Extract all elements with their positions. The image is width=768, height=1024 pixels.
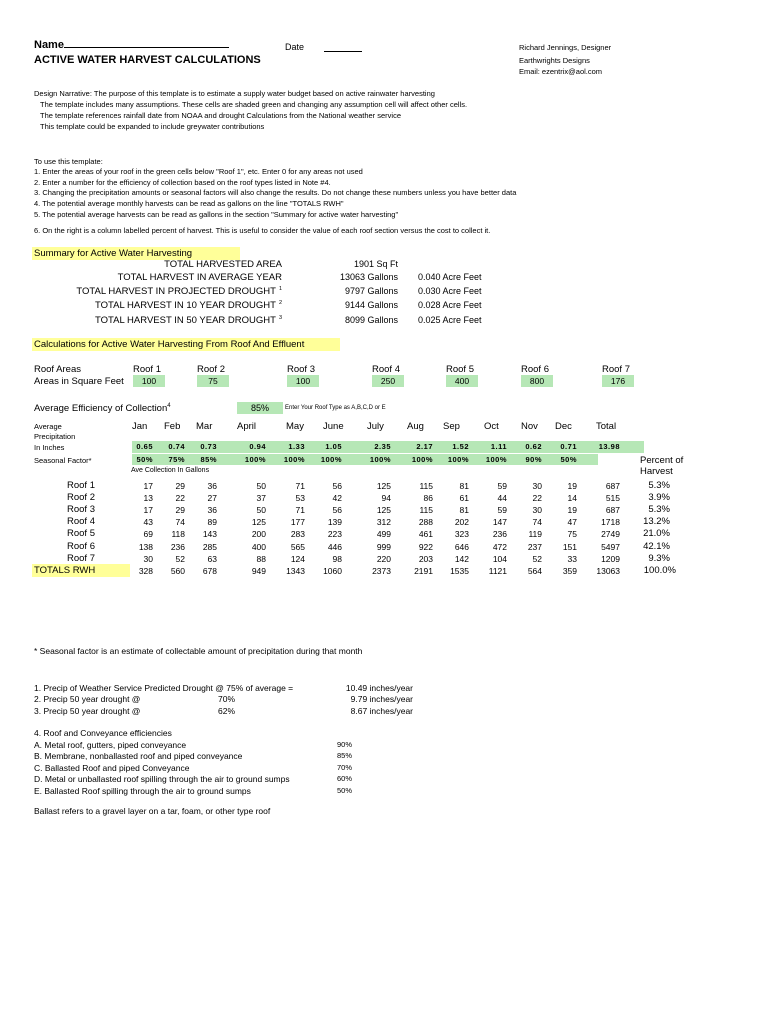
roof-name-3: Roof 3 <box>287 364 315 375</box>
month-header-mar: Mar <box>196 421 213 432</box>
summary-row-value: 9144 Gallons <box>344 300 398 310</box>
table-row-label: Roof 7 <box>67 553 95 564</box>
table-cell: 19 <box>567 505 577 515</box>
table-cell: 1209 <box>601 554 620 564</box>
totals-cell: 1535 <box>450 566 469 576</box>
table-cell: 17 <box>143 505 153 515</box>
table-cell: 400 <box>251 542 266 552</box>
table-row-pct: 5.3% <box>648 480 670 491</box>
roof-eff-value: 85% <box>337 751 353 760</box>
month-header-oct: Oct <box>484 421 499 432</box>
totals-cell: 564 <box>527 566 542 576</box>
drought-value: 10.49 inches/year <box>345 683 413 693</box>
table-cell: 29 <box>175 505 185 515</box>
month-header-nov: Nov <box>521 421 538 432</box>
table-cell: 203 <box>418 554 433 564</box>
date-label: Date <box>285 42 305 52</box>
table-row-label: Roof 3 <box>67 504 95 515</box>
table-cell: 177 <box>290 517 305 527</box>
totals-cell: 949 <box>251 566 266 576</box>
drought-pct: 62% <box>218 706 236 716</box>
table-cell: 115 <box>419 505 433 515</box>
summary-row-value: 1901 Sq Ft <box>353 259 398 269</box>
roof-name-5: Roof 5 <box>446 364 474 375</box>
summary-row-acre: 0.030 Acre Feet <box>418 286 482 296</box>
areas-sqft-label: Areas in Square Feet <box>34 376 124 387</box>
table-row-label: Roof 2 <box>67 492 95 503</box>
instruction-line: 2. Enter a number for the efficiency of collection based on the roof types listed in Note #4. <box>34 178 331 187</box>
table-cell: 86 <box>423 493 433 503</box>
table-cell: 13 <box>143 493 153 503</box>
table-cell: 74 <box>175 517 185 527</box>
roof-eff-title: 4. Roof and Conveyance efficiencies <box>34 728 172 738</box>
table-cell: 17 <box>143 481 153 491</box>
summary-row-value: 9797 Gallons <box>344 286 398 296</box>
summary-row-label <box>95 300 282 311</box>
table-cell: 223 <box>327 529 342 539</box>
avg-label: Average <box>34 422 62 431</box>
roof-area-input-1[interactable]: 100 <box>133 375 165 387</box>
table-cell: 220 <box>376 554 391 564</box>
table-cell: 22 <box>175 493 185 503</box>
totals-cell: 1343 <box>286 566 305 576</box>
table-cell: 104 <box>492 554 507 564</box>
summary-row-text: TOTAL HARVEST IN PROJECTED DROUGHT <box>76 286 276 298</box>
instruction-line: 6. On the right is a column labelled percent of harvest. This is useful to consider the value of each roof section versus the cost to collect it. <box>34 226 491 235</box>
efficiency-hint: Enter Your Roof Type as A,B,C,D or E <box>285 405 386 411</box>
month-header-may: May <box>286 421 304 432</box>
instruction-line: 4. The potential average monthly harvests can be read as gallons on the line "TOTALS RWH" <box>34 199 344 208</box>
roof-area-input-6[interactable]: 800 <box>521 375 553 387</box>
table-cell: 687 <box>605 505 620 515</box>
month-header-total: Total <box>596 421 617 432</box>
table-cell: 139 <box>327 517 342 527</box>
seasonal-value[interactable]: 100% <box>283 455 305 464</box>
table-cell: 151 <box>562 542 577 552</box>
seasonal-note: * Seasonal factor is an estimate of collectable amount of precipitation during that month <box>34 646 363 656</box>
roof-area-input-2[interactable]: 75 <box>197 375 229 387</box>
summary-row-acre: 0.025 Acre Feet <box>418 315 482 325</box>
totals-cell: 1121 <box>488 566 507 576</box>
table-cell: 47 <box>567 517 577 527</box>
roof-eff-label: D. Metal or unballasted roof spilling through the air to ground sumps <box>34 774 290 784</box>
month-header-dec: Dec <box>555 421 572 432</box>
table-cell: 29 <box>175 481 185 491</box>
company-name: Earthwrights Designs <box>519 56 590 65</box>
narrative-line: The template includes many assumptions. These cells are shaded green and changing any assumption cell will affect other cells. <box>40 100 468 109</box>
table-cell: 37 <box>256 493 266 503</box>
precip-value[interactable]: 1.52 <box>452 442 469 451</box>
roof-name-1: Roof 1 <box>133 364 161 375</box>
table-cell: 5497 <box>601 542 620 552</box>
ballast-note: Ballast refers to a gravel layer on a tar, foam, or other type roof <box>34 806 271 816</box>
table-cell: 44 <box>497 493 507 503</box>
seasonal-label: Seasonal Factor* <box>34 456 92 465</box>
table-cell: 124 <box>290 554 305 564</box>
roof-name-7: Roof 7 <box>602 364 630 375</box>
summary-row-value: 13063 Gallons <box>339 272 398 282</box>
table-cell: 94 <box>381 493 391 503</box>
roof-area-input-7[interactable]: 176 <box>602 375 634 387</box>
table-cell: 1718 <box>601 517 620 527</box>
summary-row-value: 8099 Gallons <box>344 315 398 325</box>
table-cell: 237 <box>527 542 542 552</box>
table-cell: 118 <box>171 529 185 539</box>
seasonal-value[interactable]: 75% <box>168 455 185 464</box>
roof-area-input-3[interactable]: 100 <box>287 375 319 387</box>
seasonal-value[interactable]: 90% <box>525 455 542 464</box>
table-cell: 71 <box>295 481 305 491</box>
narrative-line: Design Narrative: The purpose of this template is to estimate a supply water budget based on active rainwater harvesting <box>34 89 435 98</box>
inches-label: In Inches <box>34 443 65 452</box>
table-cell: 61 <box>459 493 469 503</box>
table-cell: 125 <box>251 517 266 527</box>
calc-title: Calculations for Active Water Harvesting From Roof And Effluent <box>32 338 340 351</box>
table-cell: 138 <box>138 542 153 552</box>
roof-name-4: Roof 4 <box>372 364 400 375</box>
table-row-pct: 5.3% <box>648 504 670 515</box>
instruction-line: 3. Changing the precipitation amounts or seasonal factors will also change the results. Do not change these numbers unless you have better data <box>34 188 517 197</box>
precip-value[interactable]: 2.35 <box>374 442 391 451</box>
summary-title: Summary for Active Water Harvesting <box>32 247 240 260</box>
table-cell: 999 <box>376 542 391 552</box>
table-cell: 88 <box>256 554 266 564</box>
harvest-header: Harvest <box>640 466 673 477</box>
table-cell: 472 <box>492 542 507 552</box>
table-cell: 142 <box>454 554 469 564</box>
table-cell: 285 <box>202 542 217 552</box>
table-cell: 81 <box>459 505 469 515</box>
totals-cell: 2191 <box>414 566 433 576</box>
precip-value[interactable]: 0.94 <box>249 442 266 451</box>
table-cell: 19 <box>567 481 577 491</box>
totals-pct: 100.0% <box>643 565 676 576</box>
summary-row-text: TOTAL HARVEST IN AVERAGE YEAR <box>117 272 282 283</box>
table-cell: 22 <box>532 493 542 503</box>
table-cell: 43 <box>143 517 153 527</box>
roof-area-input-4[interactable]: 250 <box>372 375 404 387</box>
seasonal-value[interactable]: 50% <box>136 455 153 464</box>
roof-eff-value: 90% <box>337 740 353 749</box>
drought-label: 1. Precip of Weather Service Predicted Drought @ 75% of average = <box>34 683 294 693</box>
table-cell: 922 <box>418 542 433 552</box>
roof-eff-label: C. Ballasted Roof and piped Conveyance <box>34 763 190 773</box>
roof-area-input-5[interactable]: 400 <box>446 375 478 387</box>
totals-cell: 359 <box>562 566 577 576</box>
month-header-aug: Aug <box>407 421 424 432</box>
narrative-line: This template could be expanded to include greywater contributions <box>40 122 265 131</box>
table-cell: 36 <box>207 481 217 491</box>
table-cell: 98 <box>332 554 342 564</box>
table-row-pct: 3.9% <box>648 492 670 503</box>
drought-label: 3. Precip 50 year drought @ <box>34 706 141 716</box>
table-cell: 36 <box>207 505 217 515</box>
drought-value: 9.79 inches/year <box>350 694 413 704</box>
summary-row-label <box>95 315 282 326</box>
table-cell: 125 <box>376 505 391 515</box>
seasonal-value[interactable]: 100% <box>244 455 266 464</box>
summary-row-label <box>164 259 282 270</box>
percent-header: Percent of <box>640 455 684 466</box>
month-header-april: April <box>237 421 257 432</box>
totals-cell: 328 <box>138 566 153 576</box>
table-cell: 50 <box>256 481 266 491</box>
email: Email: ezentrix@aol.com <box>519 67 603 76</box>
name-label: Name <box>34 38 229 51</box>
drought-pct: 70% <box>218 694 236 704</box>
precip-value[interactable]: 1.05 <box>325 442 342 451</box>
table-row-label: Roof 1 <box>67 480 95 491</box>
table-cell: 33 <box>567 554 577 564</box>
precip-value[interactable]: 13.98 <box>598 442 620 451</box>
precip-value[interactable]: 2.17 <box>416 442 433 451</box>
table-cell: 27 <box>207 493 217 503</box>
totals-cell: 1060 <box>323 566 342 576</box>
summary-row-acre: 0.028 Acre Feet <box>418 300 482 310</box>
table-row-label: Roof 5 <box>67 528 95 539</box>
summary-row-label <box>118 272 282 283</box>
drought-value: 8.67 inches/year <box>350 706 413 716</box>
instruction-line: 1. Enter the areas of your roof in the green cells below "Roof 1", etc. Enter 0 for any areas not used <box>34 167 363 176</box>
narrative-line: The template references rainfall date from NOAA and drought Calculations from the National weather service <box>40 111 402 120</box>
date-field[interactable] <box>324 42 362 52</box>
roof-eff-value: 50% <box>337 786 353 795</box>
month-header-sep: Sep <box>443 421 460 432</box>
roof-eff-label: B. Membrane, nonballasted roof and piped conveyance <box>34 751 243 761</box>
seasonal-value[interactable]: 100% <box>485 455 507 464</box>
table-cell: 288 <box>418 517 433 527</box>
table-cell: 59 <box>497 481 507 491</box>
summary-row-sup: 2 <box>278 300 282 306</box>
summary-row-acre: 0.040 Acre Feet <box>418 272 482 282</box>
table-cell: 59 <box>497 505 507 515</box>
month-header-june: June <box>323 421 344 432</box>
efficiency-label: Average Efficiency of Collection$^4$ <box>34 403 171 415</box>
table-cell: 202 <box>454 517 469 527</box>
instructions-title: To use this template: <box>34 157 103 166</box>
efficiency-input[interactable]: 85% <box>237 402 283 414</box>
seasonal-value[interactable]: 50% <box>560 455 577 464</box>
ave-collection-label: Ave Collection In Gallons <box>131 467 210 474</box>
precip-value[interactable]: 0.71 <box>560 442 577 451</box>
table-cell: 283 <box>290 529 305 539</box>
summary-row-text: TOTAL HARVESTED AREA <box>164 259 282 270</box>
summary-row-sup: 3 <box>278 315 282 321</box>
precip-value[interactable]: 0.74 <box>168 442 185 451</box>
table-cell: 323 <box>454 529 469 539</box>
roof-areas-label: Roof Areas <box>34 364 81 375</box>
table-cell: 71 <box>295 505 305 515</box>
table-cell: 52 <box>175 554 185 564</box>
roof-name-2: Roof 2 <box>197 364 225 375</box>
table-row-pct: 9.3% <box>648 553 670 564</box>
precip-value[interactable]: 0.73 <box>200 442 217 451</box>
seasonal-value[interactable]: 100% <box>447 455 469 464</box>
table-cell: 143 <box>202 529 217 539</box>
precip-value[interactable]: 1.33 <box>288 442 305 451</box>
month-header-july: July <box>367 421 384 432</box>
table-cell: 52 <box>532 554 542 564</box>
table-cell: 81 <box>459 481 469 491</box>
seasonal-value[interactable]: 100% <box>369 455 391 464</box>
table-cell: 50 <box>256 505 266 515</box>
roof-name-6: Roof 6 <box>521 364 549 375</box>
table-cell: 236 <box>170 542 185 552</box>
totals-label: TOTALS RWH <box>34 565 96 576</box>
seasonal-value[interactable]: 100% <box>411 455 433 464</box>
roof-eff-value: 70% <box>337 763 353 772</box>
precip-value[interactable]: 0.62 <box>525 442 542 451</box>
seasonal-value[interactable]: 85% <box>200 455 217 464</box>
month-header-jan: Jan <box>132 421 148 432</box>
table-cell: 499 <box>376 529 391 539</box>
summary-row-text: TOTAL HARVEST IN 10 YEAR DROUGHT <box>95 300 276 312</box>
seasonal-value[interactable]: 100% <box>320 455 342 464</box>
table-cell: 89 <box>207 517 217 527</box>
table-cell: 2749 <box>601 529 620 539</box>
summary-row-label <box>76 286 282 297</box>
table-cell: 53 <box>295 493 305 503</box>
table-cell: 69 <box>143 529 153 539</box>
table-cell: 200 <box>251 529 266 539</box>
summary-row-sup: 1 <box>278 286 282 292</box>
precip-label: Precipitation <box>34 432 76 441</box>
table-cell: 56 <box>332 505 342 515</box>
totals-cell: 13063 <box>596 566 620 576</box>
table-cell: 687 <box>605 481 620 491</box>
table-cell: 115 <box>419 481 433 491</box>
table-cell: 56 <box>332 481 342 491</box>
drought-label: 2. Precip 50 year drought @ <box>34 694 141 704</box>
table-cell: 236 <box>492 529 507 539</box>
totals-cell: 678 <box>202 566 217 576</box>
table-row-pct: 42.1% <box>643 541 670 552</box>
precip-value[interactable]: 0.65 <box>136 442 153 451</box>
table-cell: 42 <box>332 493 342 503</box>
table-row-pct: 13.2% <box>643 516 670 527</box>
precip-value[interactable]: 1.11 <box>490 442 507 451</box>
totals-cell: 2373 <box>372 566 391 576</box>
month-header-feb: Feb <box>164 421 181 432</box>
roof-eff-value: 60% <box>337 774 353 783</box>
table-row-label: Roof 4 <box>67 516 95 527</box>
table-cell: 30 <box>532 505 542 515</box>
table-row-label: Roof 6 <box>67 541 95 552</box>
roof-eff-label: A. Metal roof, gutters, piped conveyance <box>34 740 187 750</box>
table-cell: 119 <box>528 529 542 539</box>
table-cell: 30 <box>532 481 542 491</box>
table-cell: 646 <box>454 542 469 552</box>
instruction-line: 5. The potential average harvests can be read as gallons in the section "Summary for active water harvesting" <box>34 210 399 219</box>
table-cell: 515 <box>605 493 620 503</box>
designer-name: Richard Jennings, Designer <box>519 43 612 52</box>
table-cell: 565 <box>290 542 305 552</box>
totals-cell: 560 <box>170 566 185 576</box>
table-row-pct: 21.0% <box>643 528 670 539</box>
table-cell: 461 <box>418 529 433 539</box>
table-cell: 125 <box>376 481 391 491</box>
table-cell: 30 <box>143 554 153 564</box>
roof-eff-label: E. Ballasted Roof spilling through the air to ground sumps <box>34 786 251 796</box>
table-cell: 446 <box>327 542 342 552</box>
table-cell: 147 <box>492 517 507 527</box>
table-cell: 75 <box>567 529 577 539</box>
table-cell: 74 <box>532 517 542 527</box>
table-cell: 14 <box>567 493 577 503</box>
table-cell: 312 <box>376 517 391 527</box>
table-cell: 63 <box>207 554 217 564</box>
page-title: ACTIVE WATER HARVEST CALCULATIONS <box>34 54 261 66</box>
summary-row-text: TOTAL HARVEST IN 50 YEAR DROUGHT <box>95 315 276 327</box>
